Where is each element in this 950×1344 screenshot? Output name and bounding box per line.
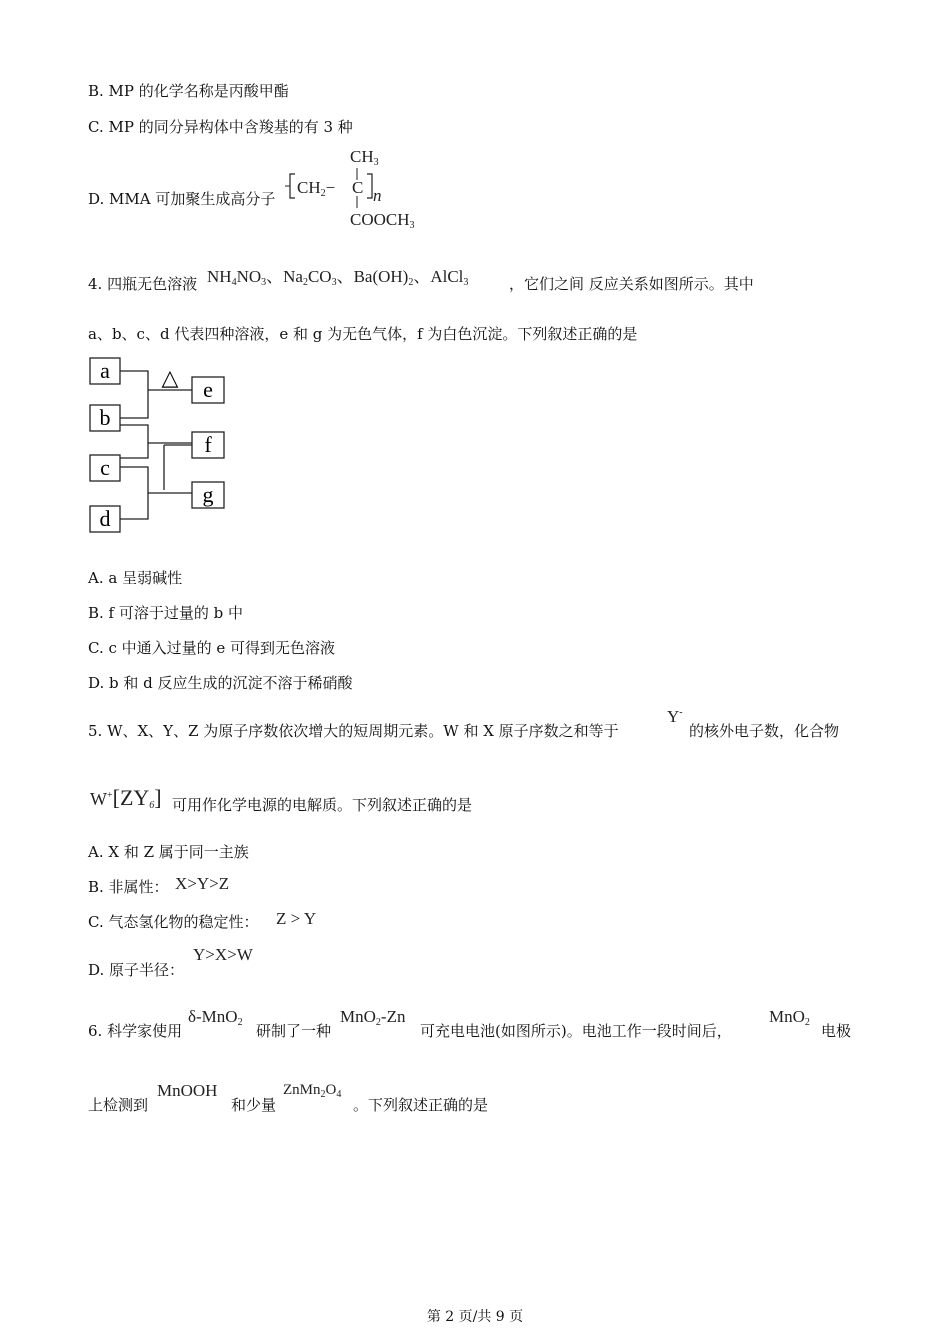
q6-end1: 电极 [821,1022,852,1040]
box-a-label: a [100,358,110,383]
heat-symbol: △ [161,366,179,391]
q6-formula-mno2-zn: MnO$_2$-Zn [340,1007,406,1028]
box-g-label: g [202,482,214,507]
q3-option-d: D. MMA 可加聚生成高分子 [88,190,276,208]
q6-mid1: 研制了一种 [256,1022,332,1040]
q4-formulas: $NH_4NO_3$、$Na_2CO_3$、$Ba(OH)_2$、AlCl$_3$ [207,267,469,288]
q4-option-d: D. b 和 d 反应生成的沉淀不溶于稀硝酸 [88,674,353,692]
q6-formula-mnooh: MnOOH [157,1081,218,1100]
q6-end2: 。下列叙述正确的是 [353,1096,489,1114]
page-footer: 第 2 页/共 9 页 [426,1309,524,1325]
q5-option-c-formula: Z > Y [276,909,317,928]
box-b-label: b [99,405,111,430]
box-d-label: d [99,506,111,531]
box-e-label: e [203,377,213,402]
q4-option-a: A. a 呈弱碱性 [88,569,183,587]
q4-stem-line2: a、b、c、d 代表四种溶液，e 和 g 为无色气体，f 为白色沉淀。下列叙述正确的是 [88,325,638,343]
q6-formula-mno2: MnO$_2$ [769,1007,810,1028]
q5-option-b-formula: X>Y>Z [175,874,230,893]
q5-option-d: D. 原子半径： [88,961,185,979]
box-f-label: f [204,432,212,457]
q4-option-b: B. f 可溶于过量的 b 中 [88,604,244,622]
q5-option-c: C. 气态氢化物的稳定性： [88,913,259,931]
q4-stem-start: 4. 四瓶无色溶液 [88,275,198,293]
q4-option-c: C. c 中通入过量的 e 可得到无色溶液 [88,639,336,657]
q6-mid3: 和少量 [231,1096,277,1114]
q3-option-b: B. MP 的化学名称是丙酸甲酯 [88,82,289,100]
polymer-top-group: $CH_3$ [350,147,379,168]
q5-stem-start: 5. W、X、Y、Z 为原子序数依次增大的短周期元素。W 和 X 原子序数之和等于 [88,722,619,740]
polymer-carbon: C [352,178,364,197]
q5-compound: $W^+[ZY_6]$ [90,785,162,811]
q5-y-ion: Y- [667,707,683,726]
q6-formula-delta-mno2: δ-MnO$_2$ [188,1007,243,1028]
polymer-chain: $CH_2-$ [297,178,336,199]
q6-line2-start: 上检测到 [88,1096,149,1114]
q5-option-b: B. 非属性： [88,878,169,896]
q5-option-d-formula: Y>X>W [193,945,253,964]
q6-stem-start: 6. 科学家使用 [88,1022,183,1040]
reaction-diagram [88,355,233,535]
polymer-bottom-group: $COOCH_3$ [350,210,415,231]
q5-option-a: A. X 和 Z 属于同一主族 [88,843,249,861]
q5-stem-end: 可用作化学电源的电解质。下列叙述正确的是 [172,796,473,814]
q6-formula-znmn2o4: $ZnMn_2O_4$ [283,1082,342,1100]
q3-option-c: C. MP 的同分异构体中含羧基的有 3 种 [88,118,353,136]
q4-stem-end: ，它们之间 反应关系如图所示。其中 [509,275,754,293]
box-c-label: c [100,455,110,480]
q5-stem-mid: 的核外电子数，化合物 [689,722,840,740]
polymer-n: n [373,186,382,205]
q6-mid2: 可充电电池(如图所示)。电池工作一段时间后， [420,1022,732,1040]
